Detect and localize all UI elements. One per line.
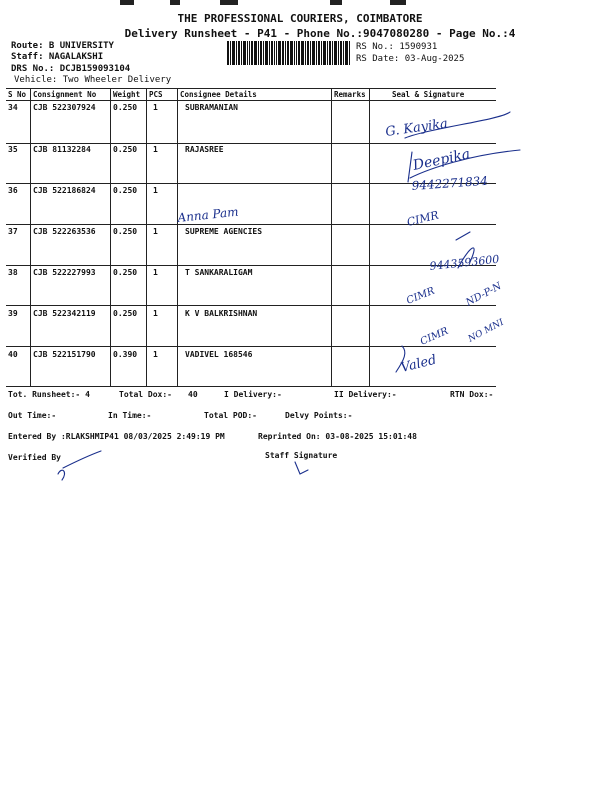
signature-text: 9442271834 xyxy=(411,173,489,193)
signature-text: CIMR xyxy=(418,325,451,348)
staff-label: Staff: NAGALAKSHI xyxy=(11,52,104,62)
company-title: THE PROFESSIONAL COURIERS, COIMBATORE xyxy=(177,12,423,25)
verified-signature-stroke xyxy=(58,470,65,480)
route-label: Route: B UNIVERSITY xyxy=(11,41,114,51)
row-weight: 0.250 xyxy=(113,227,138,236)
row-pcs: 1 xyxy=(153,268,158,277)
col-header-consignee: Consignee Details xyxy=(180,90,257,99)
row-pcs: 1 xyxy=(153,186,158,195)
ii-delivery: II Delivery:- xyxy=(334,390,397,399)
row-sno: 39 xyxy=(8,309,18,318)
rs-number: RS No.: 1590931 xyxy=(356,42,438,52)
signature-text: G. Kayika xyxy=(384,116,449,140)
row-pcs: 1 xyxy=(153,145,158,154)
row-pcs: 1 xyxy=(153,103,158,112)
row-consignment: CJB 522186824 xyxy=(33,186,96,195)
verified-by-label: Verified By xyxy=(8,453,61,462)
row-weight: 0.250 xyxy=(113,186,138,195)
row-consignee: SUBRAMANIAN xyxy=(185,103,238,112)
row-consignment: CJB 522151790 xyxy=(33,350,96,359)
staff-signature-stroke xyxy=(295,462,308,474)
row-weight: 0.250 xyxy=(113,309,138,318)
row-weight: 0.250 xyxy=(113,268,138,277)
in-time: In Time:- xyxy=(108,411,152,420)
row-sno: 36 xyxy=(8,186,18,195)
row-sno: 38 xyxy=(8,268,18,277)
tot-runsheet: Tot. Runsheet:- 4 xyxy=(8,390,90,399)
signature-text: CIMR xyxy=(405,208,441,229)
row-weight: 0.250 xyxy=(113,103,138,112)
runsheet-subtitle: Delivery Runsheet - P41 - Phone No.:9047080280 - Page No.:4 xyxy=(124,27,516,40)
row-weight: 0.390 xyxy=(113,350,138,359)
row-consignment: CJB 522263536 xyxy=(33,227,96,236)
total-dox-value: 40 xyxy=(188,390,198,399)
signature-text: Valed xyxy=(399,352,439,376)
rtn-dox: RTN Dox:- xyxy=(450,390,494,399)
row-sno: 37 xyxy=(8,227,18,236)
col-header-seal-signature: Seal & Signature xyxy=(392,90,465,99)
signature-text: Anna Pam xyxy=(176,204,240,225)
row-consignee: T SANKARALIGAM xyxy=(185,268,253,277)
signature-text: ND-P-N xyxy=(464,280,504,309)
signature-text: NO MNI xyxy=(466,317,506,345)
row-weight: 0.250 xyxy=(113,145,138,154)
row-sno: 34 xyxy=(8,103,18,112)
col-header-sno: S No xyxy=(8,90,27,99)
staff-signature-label: Staff Signature xyxy=(265,451,338,460)
row-consignee: SUPREME AGENCIES xyxy=(185,227,263,236)
signature-stroke xyxy=(456,232,470,240)
row-pcs: 1 xyxy=(153,350,158,359)
entered-by: Entered By :RLAKSHMIP41 08/03/2025 2:49:19 PM xyxy=(8,432,225,441)
vehicle-label: Vehicle: Two Wheeler Delivery xyxy=(14,75,172,85)
total-pod: Total POD:- xyxy=(204,411,257,420)
row-consignee: K V BALKRISHNAN xyxy=(185,309,258,318)
row-pcs: 1 xyxy=(153,309,158,318)
drs-number: DRS No.: DCJB159093104 xyxy=(11,64,131,74)
delvy-points: Delvy Points:- xyxy=(285,411,353,420)
signature-text: Deepika xyxy=(411,146,472,174)
row-sno: 35 xyxy=(8,145,18,154)
verified-signature-stroke xyxy=(63,451,101,468)
row-consignment: CJB 81132284 xyxy=(33,145,91,154)
row-consignment: CJB 522342119 xyxy=(33,309,96,318)
row-consignee: VADIVEL 168546 xyxy=(185,350,253,359)
reprinted-on: Reprinted On: 03-08-2025 15:01:48 xyxy=(258,432,417,441)
signature-text: 9443593600 xyxy=(428,252,500,273)
total-dox-label: Total Dox:- xyxy=(119,390,172,399)
col-header-weight: Weight xyxy=(113,90,141,99)
row-consignment: CJB 522307924 xyxy=(33,103,96,112)
row-pcs: 1 xyxy=(153,227,158,236)
out-time: Out Time:- xyxy=(8,411,57,420)
signature-text: CIMR xyxy=(405,285,437,307)
row-sno: 40 xyxy=(8,350,18,359)
col-header-consignment: Consignment No xyxy=(33,90,97,99)
row-consignment: CJB 522227993 xyxy=(33,268,96,277)
col-header-pcs: PCS xyxy=(149,90,163,99)
row-consignee: RAJASREE xyxy=(185,145,224,154)
col-header-remarks: Remarks xyxy=(334,90,366,99)
rs-date: RS Date: 03-Aug-2025 xyxy=(356,54,465,64)
i-delivery: I Delivery:- xyxy=(224,390,282,399)
